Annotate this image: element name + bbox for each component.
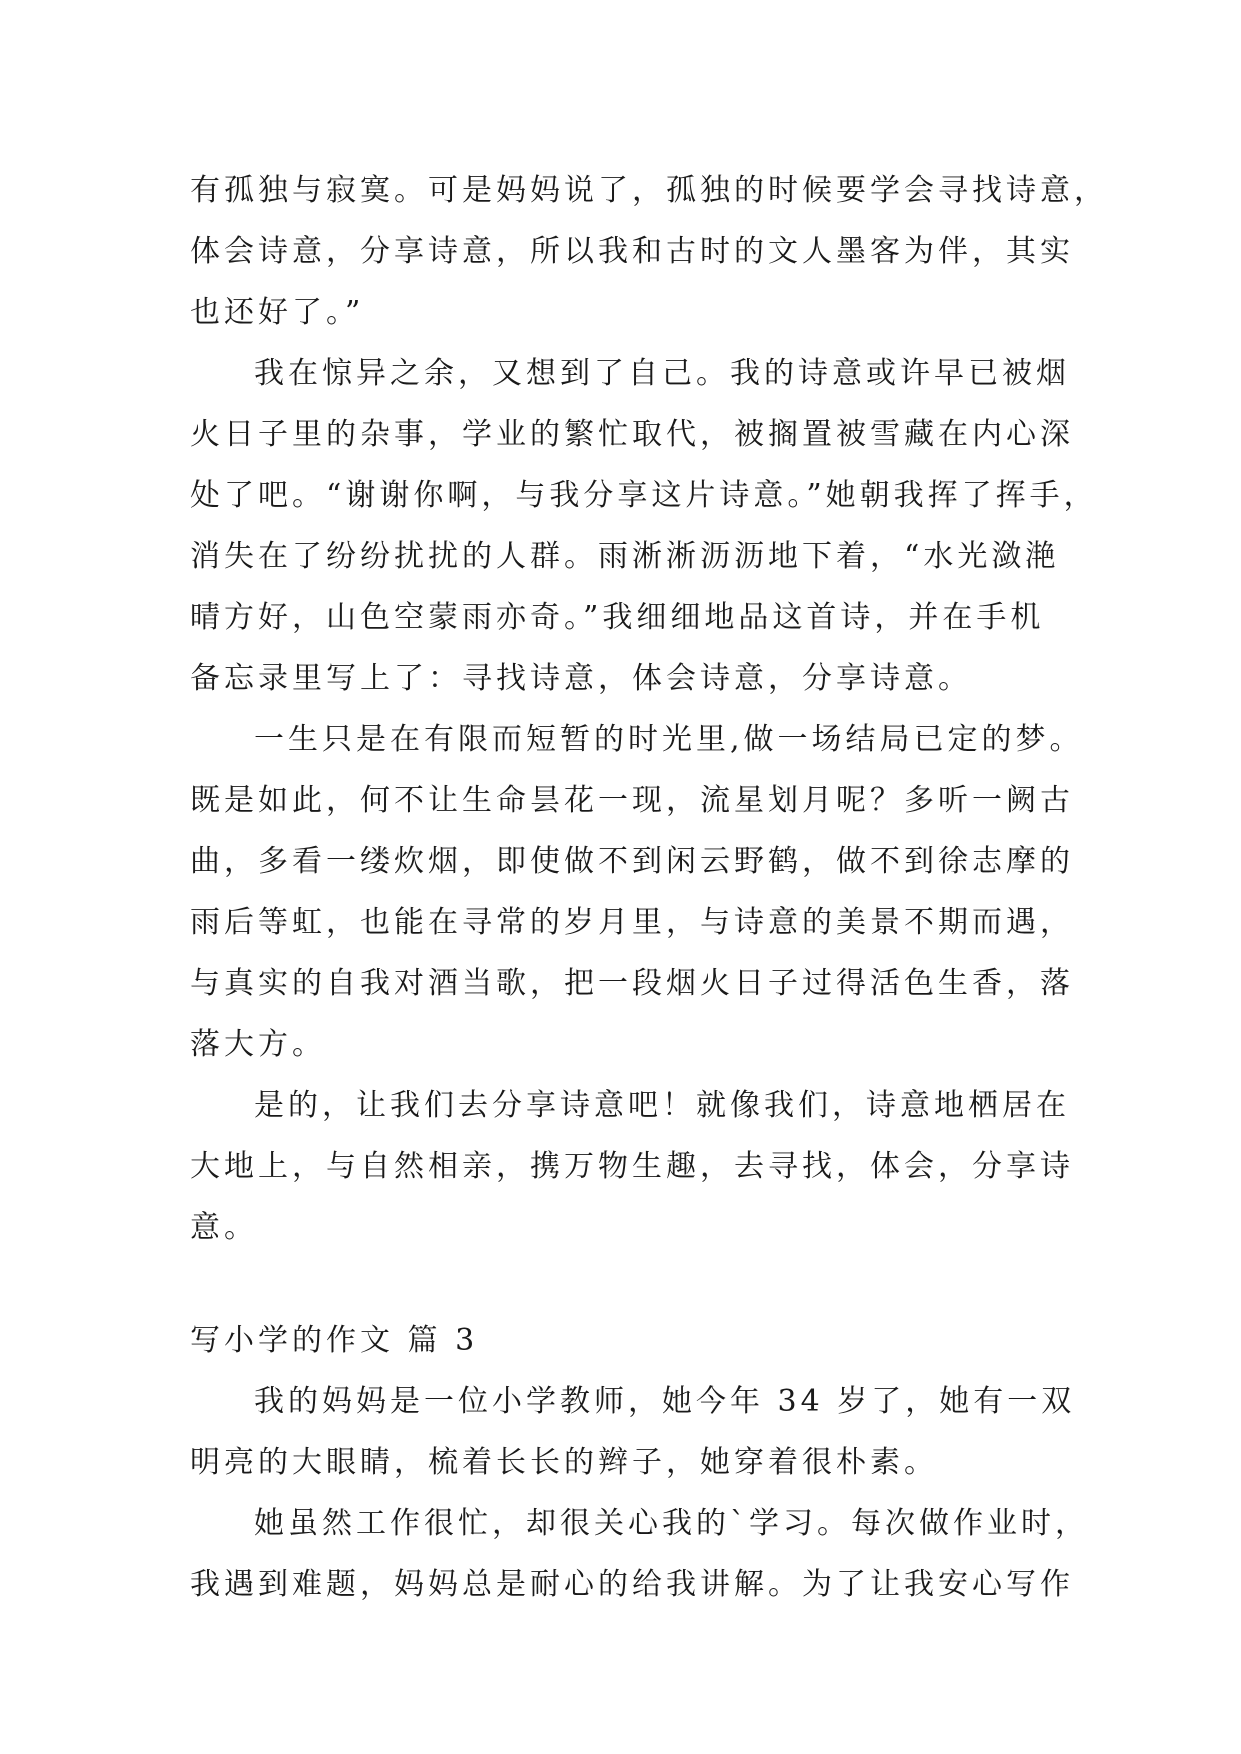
text-line: 有孤独与寂寞。可是妈妈说了，孤独的时候要学会寻找诗意， xyxy=(190,173,1108,208)
text-line: 意。 xyxy=(190,1210,258,1245)
text-line: 我的妈妈是一位小学教师，她今年 34 岁了，她有一双 xyxy=(254,1384,1076,1419)
text-line: 大地上，与自然相亲，携万物生趣，去寻找，体会，分享诗 xyxy=(190,1149,1074,1184)
text-line: 体会诗意，分享诗意，所以我和古时的文人墨客为伴，其实 xyxy=(190,234,1074,269)
section-heading: 写小学的作文 篇 3 xyxy=(190,1323,479,1358)
text-line: 一生只是在有限而短暂的时光里,做一场结局已定的梦。 xyxy=(254,722,1084,757)
text-line: 也还好了。” xyxy=(190,295,365,330)
text-line: 雨后等虹，也能在寻常的岁月里，与诗意的美景不期而遇， xyxy=(190,905,1074,940)
text-line: 火日子里的杂事，学业的繁忙取代，被搁置被雪藏在内心深 xyxy=(190,417,1074,452)
paragraph xyxy=(190,709,1084,1075)
paragraph xyxy=(190,160,1108,343)
section-gap xyxy=(190,1258,1060,1310)
text-line: 消失在了纷纷扰扰的人群。雨淅淅沥沥地下着，“水光潋滟 xyxy=(190,539,1060,574)
paragraph xyxy=(190,1493,1089,1615)
paragraph xyxy=(190,343,1098,709)
document-page xyxy=(190,160,1108,1615)
text-line: 晴方好，山色空蒙雨亦奇。”我细细地品这首诗，并在手机 xyxy=(190,600,1045,635)
text-line: 她虽然工作很忙，却很关心我的`学习。每次做作业时， xyxy=(254,1506,1089,1541)
text-line: 落大方。 xyxy=(190,1027,326,1062)
text-line: 处了吧。“谢谢你啊，与我分享这片诗意。”她朝我挥了挥手， xyxy=(190,478,1098,513)
text-line: 明亮的大眼睛，梳着长长的辫子，她穿着很朴素。 xyxy=(190,1445,938,1480)
text-line: 与真实的自我对酒当歌，把一段烟火日子过得活色生香，落 xyxy=(190,966,1074,1001)
paragraph xyxy=(190,1371,1076,1493)
text-line: 既是如此，何不让生命昙花一现，流星划月呢？多听一阙古 xyxy=(190,783,1074,818)
text-line: 曲，多看一缕炊烟，即使做不到闲云野鹤，做不到徐志摩的 xyxy=(190,844,1074,879)
text-line: 我在惊异之余，又想到了自己。我的诗意或许早已被烟 xyxy=(254,356,1070,391)
text-line: 我遇到难题，妈妈总是耐心的给我讲解。为了让我安心写作 xyxy=(190,1567,1074,1602)
text-line: 备忘录里写上了：寻找诗意，体会诗意，分享诗意。 xyxy=(190,661,972,696)
text-line: 是的，让我们去分享诗意吧！就像我们，诗意地栖居在 xyxy=(254,1088,1070,1123)
paragraph xyxy=(190,1075,1074,1258)
